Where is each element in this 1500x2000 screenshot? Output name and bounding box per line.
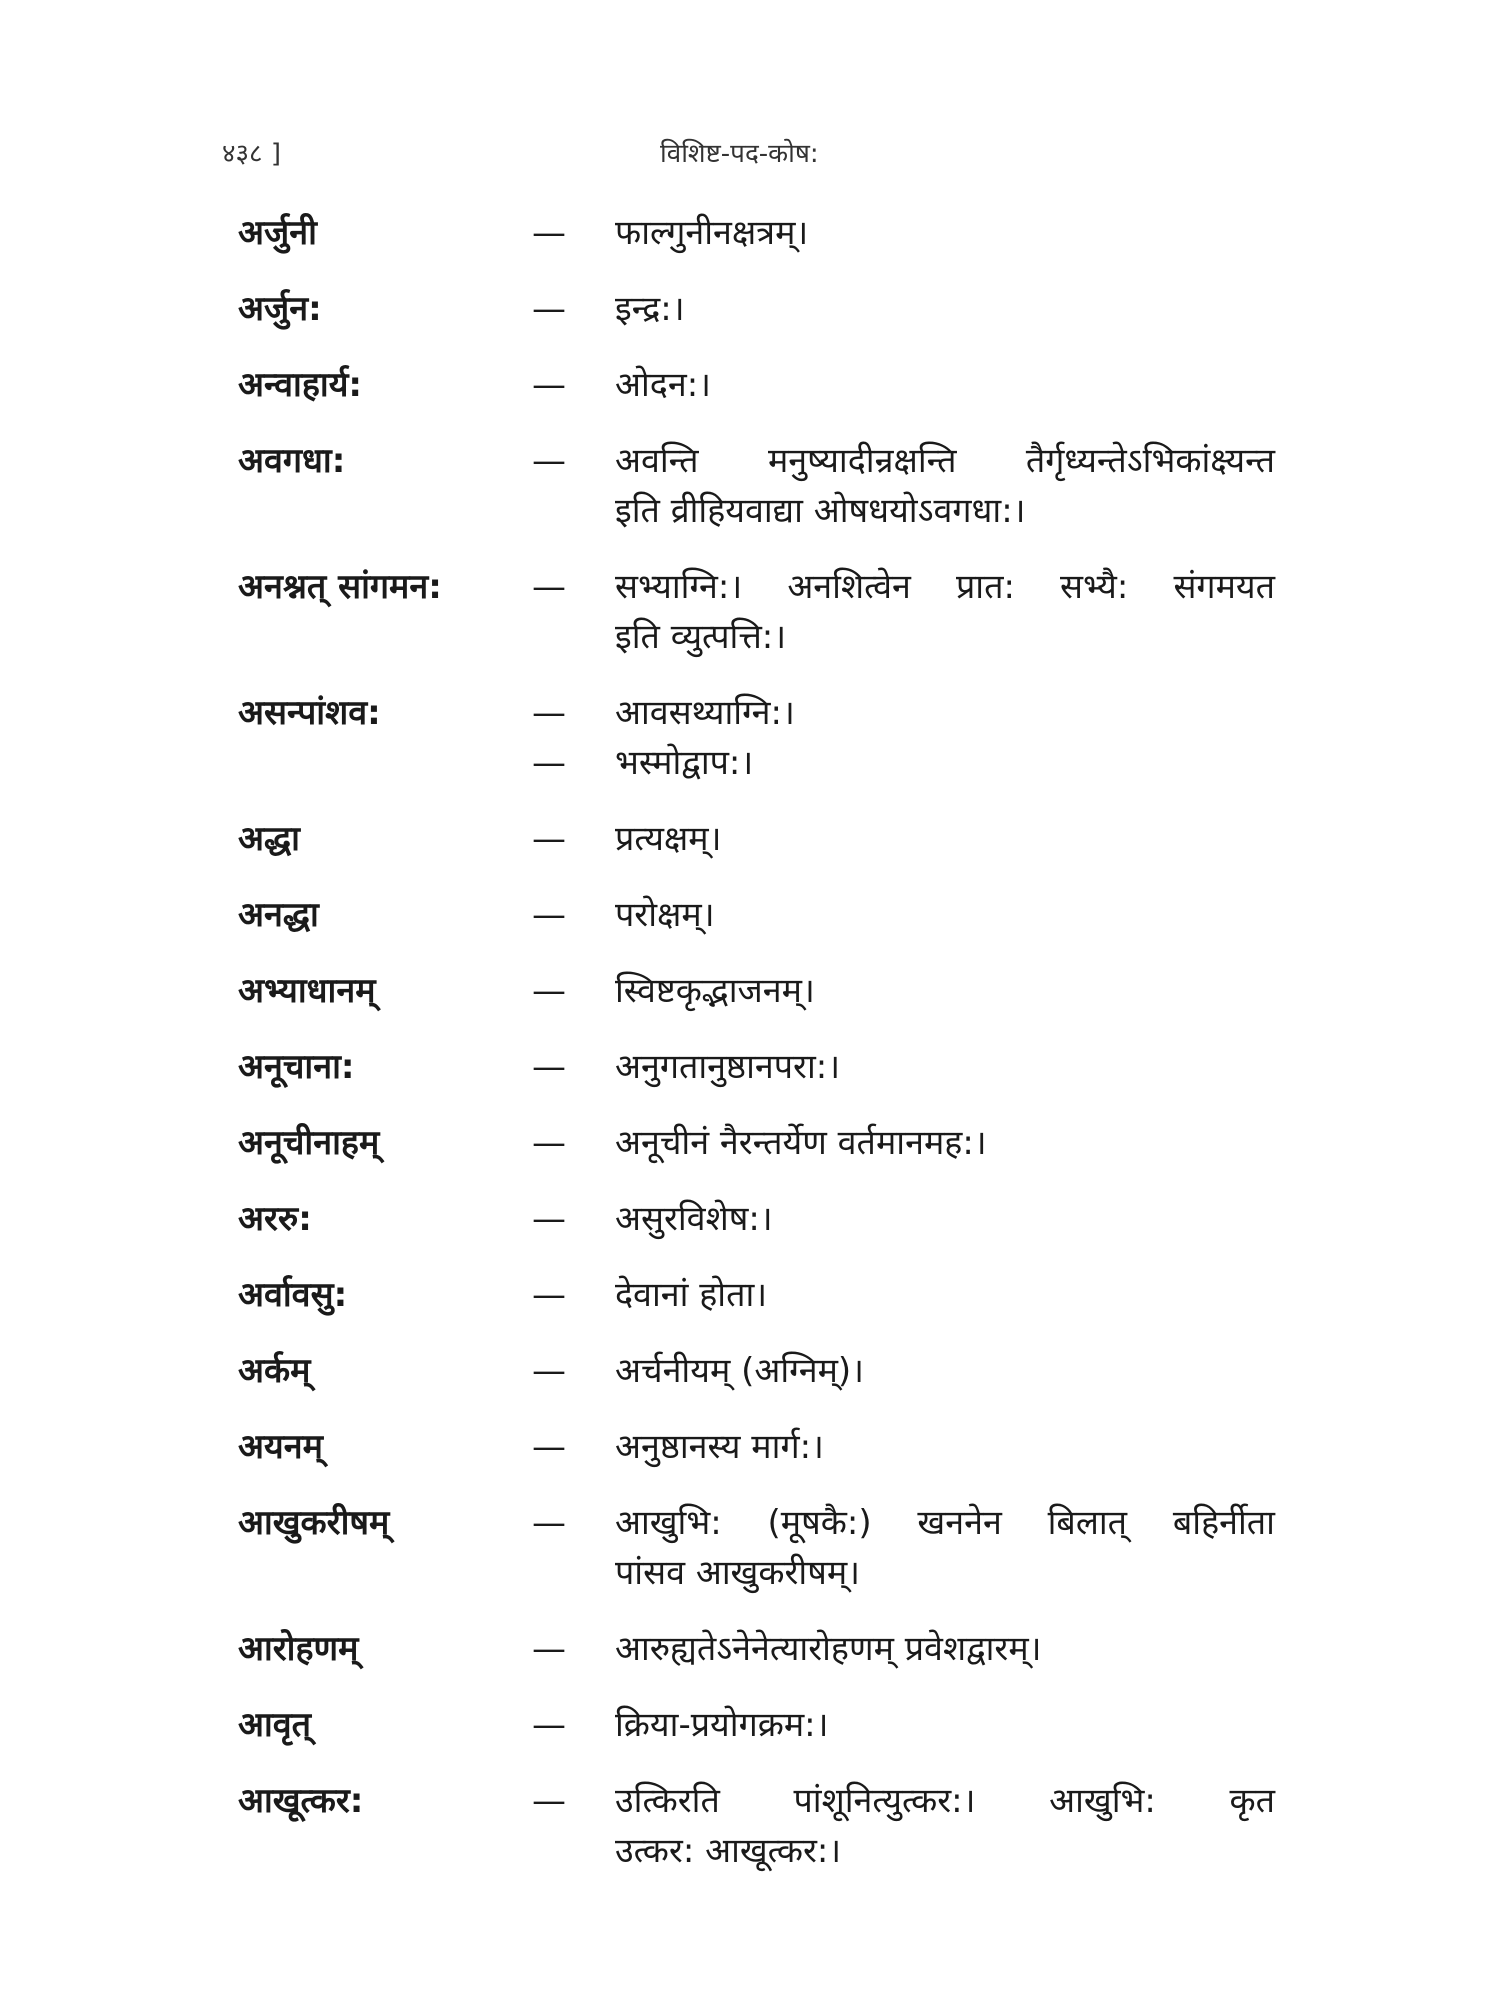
meaning-line: अनूचीनं नैरन्तर्येण वर्तमानमह:।	[615, 1123, 987, 1163]
em-dash: —	[532, 693, 566, 733]
headword: अररु:	[238, 1199, 312, 1239]
em-dash: —	[532, 1781, 566, 1821]
headword: आरोहणम्	[238, 1629, 359, 1669]
em-dash: —	[532, 1123, 566, 1163]
meaning-line: सभ्याग्नि:। अनशित्वेन प्रात: सभ्यै: संगमयत	[615, 567, 1275, 607]
headword: अवगधा:	[238, 441, 346, 481]
headword: अद्धा	[238, 819, 300, 859]
meaning-line: इति व्युत्पत्ति:।	[615, 617, 787, 657]
em-dash: —	[532, 971, 566, 1011]
em-dash: —	[532, 567, 566, 607]
headword: अयनम्	[238, 1427, 323, 1467]
meaning-line: उत्किरति पांशूनित्युत्कर:। आखुभि: कृत	[615, 1781, 1275, 1821]
em-dash: —	[532, 1427, 566, 1467]
glossary-entry	[0, 1776, 1500, 1876]
meaning-line: भस्मोद्वाप:।	[615, 743, 754, 783]
glossary-entry	[0, 890, 1500, 940]
headword: असन्पांशव:	[238, 693, 381, 733]
glossary-entry	[0, 1118, 1500, 1168]
em-dash: —	[532, 743, 566, 783]
headword: अर्वावसु:	[238, 1275, 348, 1315]
meaning-line: उत्कर: आखूत्कर:।	[615, 1831, 842, 1871]
meaning-line: असुरविशेष:।	[615, 1199, 773, 1239]
glossary-entry	[0, 1624, 1500, 1674]
glossary-entry	[0, 1700, 1500, 1750]
meaning-line: फाल्गुनीनक्षत्रम्।	[615, 213, 809, 253]
meaning-line: ओदन:।	[615, 365, 712, 405]
headword: अर्कम्	[238, 1351, 311, 1391]
glossary-entry	[0, 1422, 1500, 1472]
glossary-entry	[0, 1042, 1500, 1092]
em-dash: —	[532, 819, 566, 859]
em-dash: —	[532, 1629, 566, 1669]
meaning-line: पांसव आखुकरीषम्।	[615, 1553, 861, 1593]
glossary-entry	[0, 562, 1500, 662]
running-title: विशिष्ट-पद-कोष:	[660, 139, 819, 169]
em-dash: —	[532, 1705, 566, 1745]
headword: अनूचीनाहम्	[238, 1123, 380, 1163]
meaning-line: आवसथ्याग्नि:।	[615, 693, 795, 733]
glossary-entries	[0, 208, 1500, 1902]
glossary-entry	[0, 1346, 1500, 1396]
glossary-entry	[0, 208, 1500, 258]
meaning-line: स्विष्टकृद्भाजनम्।	[615, 971, 815, 1011]
em-dash: —	[532, 441, 566, 481]
headword: अभ्याधानम्	[238, 971, 376, 1011]
glossary-entry	[0, 688, 1500, 788]
em-dash: —	[532, 289, 566, 329]
meaning-line: इन्द्र:।	[615, 289, 685, 329]
meaning-line: परोक्षम्।	[615, 895, 715, 935]
headword: अर्जुन:	[238, 289, 322, 329]
em-dash: —	[532, 1351, 566, 1391]
glossary-entry	[0, 284, 1500, 334]
glossary-entry	[0, 360, 1500, 410]
meaning-line: आखुभि: (मूषकै:) खननेन बिलात् बहिर्नीता	[615, 1503, 1275, 1543]
headword: अर्जुनी	[238, 213, 317, 253]
page-header	[0, 134, 1500, 174]
headword: आखूत्कर:	[238, 1781, 364, 1821]
meaning-line: क्रिया-प्रयोगक्रम:।	[615, 1705, 829, 1745]
em-dash: —	[532, 1275, 566, 1315]
meaning-line: आरुह्यतेऽनेनेत्यारोहणम् प्रवेशद्वारम्।	[615, 1629, 1042, 1669]
meaning-line: अर्चनीयम् (अग्निम्)।	[615, 1351, 865, 1391]
meaning-line: इति व्रीहियवाद्या ओषधयोऽवगधा:।	[615, 491, 1026, 531]
meaning-line: अनुष्ठानस्य मार्ग:।	[615, 1427, 824, 1467]
meaning-line: प्रत्यक्षम्।	[615, 819, 722, 859]
meaning-line: अनुगतानुष्ठानपरा:।	[615, 1047, 841, 1087]
em-dash: —	[532, 895, 566, 935]
em-dash: —	[532, 213, 566, 253]
glossary-entry	[0, 966, 1500, 1016]
em-dash: —	[532, 1503, 566, 1543]
em-dash: —	[532, 1199, 566, 1239]
headword: अनश्नत् सांगमन:	[238, 567, 442, 607]
page-number: ४३८ ]	[222, 139, 281, 169]
headword: आवृत्	[238, 1705, 312, 1745]
meaning-line: देवानां होता।	[615, 1275, 768, 1315]
headword: अनद्धा	[238, 895, 319, 935]
glossary-entry	[0, 1498, 1500, 1598]
glossary-entry	[0, 1270, 1500, 1320]
headword: अनूचाना:	[238, 1047, 355, 1087]
headword: आखुकरीषम्	[238, 1503, 390, 1543]
glossary-entry	[0, 436, 1500, 536]
glossary-entry	[0, 814, 1500, 864]
glossary-entry	[0, 1194, 1500, 1244]
meaning-line: अवन्ति मनुष्यादीन्रक्षन्ति तैर्गृध्यन्तेऽभिकांक्ष्यन्त	[615, 441, 1275, 481]
em-dash: —	[532, 1047, 566, 1087]
em-dash: —	[532, 365, 566, 405]
headword: अन्वाहार्य:	[238, 365, 363, 405]
